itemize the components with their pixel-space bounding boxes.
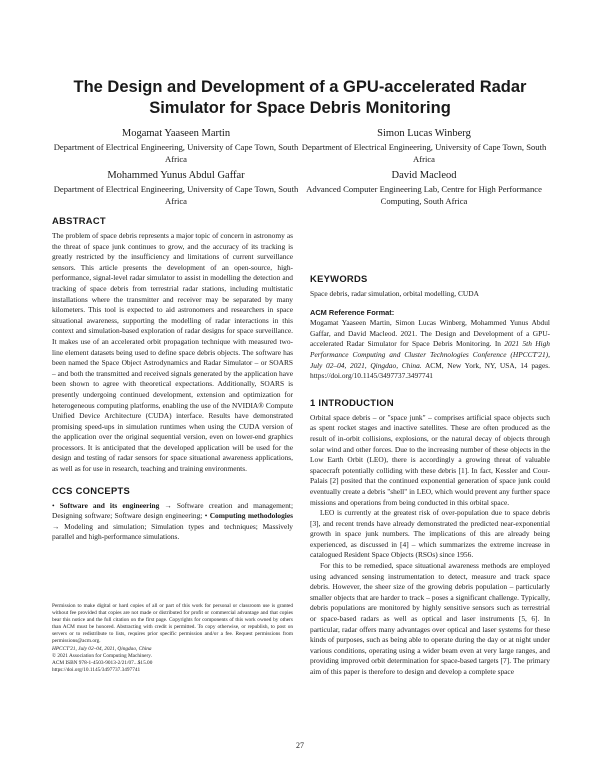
acm-reference-heading: ACM Reference Format: bbox=[310, 307, 395, 317]
author-name: Mohammed Yunus Abdul Gaffar bbox=[107, 170, 245, 181]
author-name: Mogamat Yaaseen Martin bbox=[121, 128, 231, 139]
abstract-heading: ABSTRACT bbox=[52, 215, 106, 226]
keywords-heading: KEYWORDS bbox=[310, 273, 368, 284]
copyright-footnote bbox=[52, 603, 293, 674]
introduction-heading: 1 INTRODUCTION bbox=[310, 396, 394, 408]
permission-notice: Permission to make digital or hard copies of all or part of this work for personal or classroom use is granted without fee provided that copies are not made or distributed for profit or commercial advantage and that copies bear this notice and the full citation on the first page. Copyrights for components of this work owned by others than ACM must be honored. Abstracting with credit is permitted. To copy otherwise, or republish, to post on servers or to redistribute to lists, requires prior specific permission and/or a fee. Request permissions from permissions@acm.org. bbox=[52, 603, 293, 645]
author-block bbox=[300, 126, 548, 165]
paper-title: The Design and Development of a GPU-accelerated Radar Simulator for Space Debris Monitoring bbox=[73, 78, 527, 117]
page-number: 27 bbox=[296, 741, 304, 750]
author-affiliation: Department of Electrical Engineering, University of Cape Town, South Africa bbox=[53, 184, 299, 206]
isbn-line: ACM ISBN 978-1-4503-9013-2/21/07...$15.00 bbox=[52, 659, 153, 666]
author-block bbox=[52, 168, 300, 207]
keywords-text: Space debris, radar simulation, orbital modelling, CUDA bbox=[310, 289, 479, 298]
abstract-text: The problem of space debris represents a major topic of concern in astronomy as the threat of space junk continues to grow, and the accuracy of its tracking is greatly restricted by the insufficiency and limitations of current surveillance sensors. This article presents the development of an open-source, high-performance, signal-level radar simulator to assist in modelling the detection and tracking of space debris from terrestrial radar stations, including multistatic installations where the transmitter and receiver may be separated by many kilometers. This tool is expected to aid astronomers and researchers in space situational awareness, supporting the modelling of radar interactions in this context and simulation-based exploration of radar designs for space surveillance. It makes use of an accelerated orbit propagation technique with measured two-line element datasets being used to define space debris objects. The software has been named the Space Object Astrodynamics and Radar Simulator – or SOARS – and both the transmitted and received signals generated by the application have been shown to agree with theoretical expectations. Additionally, SOARS is presently undergoing continued development, extension and optimization for heterogeneous computing platforms, enabling the use of the NVIDIA® Compute Unified Device Architecture (CUDA) interface. Results have demonstrated promising speed-ups in simulation runtimes when using the CUDA version of the application over the original sequential version, even on lower-end graphics processors. It is anticipated that the developed application will be used for the design and testing of radar sensors for space situational awareness applications, as well as for use in research, teaching and training environments. bbox=[52, 231, 293, 474]
author-name: David Macleod bbox=[391, 170, 457, 181]
left-column bbox=[52, 214, 293, 543]
conference-line: HPCCT'21, July 02–04, 2021, Qingdao, China bbox=[52, 645, 152, 652]
author-block bbox=[52, 126, 300, 165]
copyright-line: © 2021 Association for Computing Machinery. bbox=[52, 652, 152, 659]
right-column bbox=[310, 272, 550, 678]
intro-paragraph: For this to be remedied, space situational awareness methods are employed using advanced sensing instrumentation to detect, measure and track space debris. However, the sheer size of the growing debris population – particularly smaller objects that are harder to track – poses a significant challenge. Typically, debris populations are monitored by highly sensitive sensors such as terrestrial or space-based radars as well as optical and laser instruments [5, 6]. In particular, radar offers many advantages over optical and laser systems for these kinds of purposes, such as being able to operate during the day or at night under various conditions, operating using a wider beam even at very large ranges, and providing improved orbit determination for space-based targets [7]. The primary aim of this paper is therefore to design and develop a complete space bbox=[310, 561, 550, 676]
author-affiliation: Advanced Computer Engineering Lab, Centre for High Performance Computing, South Africa bbox=[306, 184, 542, 206]
acm-reference-text: Mogamat Yaaseen Martin, Simon Lucas Winberg, Mohammed Yunus Abdul Gaffar, and David Macleod. 2021. The Design and Development of a GPU-accelerated Radar Simulator for Space Debris Monitoring. In 2021 5th High Performance Computing and Cluster Technologies Conference (HPCCT'21), July 02–04, 2021, Qingdao, China. ACM, New York, NY, USA, 14 pages. https://doi.org/10.1145/3497737.3497741 bbox=[310, 318, 550, 381]
intro-paragraph: LEO is currently at the greatest risk of over-population due to space debris [3], and recent trends have already demonstrated the predicted near-exponential growth in space junk numbers. The implications of this are already being experienced, as discussed in [4] – which summarizes the extreme increase in catalogued Resident Space Objects (RSOs) since 1956. bbox=[310, 508, 550, 560]
intro-paragraph: Orbital space debris – or "space junk" – comprises artificial space objects such as spent rocket stages and inactive satellites. These are often produced as the result of in-orbit collisions, explosions, or the natural decay of objects through solar wind and other forces. Due to the increasing number of these objects in the Low Earth Orbit (LEO), there is accordingly a growing threat of valuable spacecraft potentially colliding with these debris [1]. In fact, Kessler and Cour-Palais [2] posited that the continued exponential generation of space junk could eventually create a debris "shell" in LEO, which would prevent any further space missions and operations from being conducted in this orbital space. bbox=[310, 412, 550, 507]
author-block bbox=[300, 168, 548, 207]
ccs-heading: CCS CONCEPTS bbox=[52, 484, 131, 496]
author-affiliation: Department of Electrical Engineering, University of Cape Town, South Africa bbox=[53, 142, 299, 164]
author-name: Simon Lucas Winberg bbox=[377, 128, 471, 139]
ccs-text: • Software and its engineering → Software creation and management; Designing software; Software design engineering; • Computing methodologies → Modeling and simulation; Simulation types and techniques; Massively parallel and high-performance simulations. bbox=[52, 500, 293, 542]
author-affiliation: Department of Electrical Engineering, University of Cape Town, South Africa bbox=[301, 142, 547, 164]
doi-link[interactable]: https://doi.org/10.1145/3497737.3497741 bbox=[52, 666, 141, 673]
